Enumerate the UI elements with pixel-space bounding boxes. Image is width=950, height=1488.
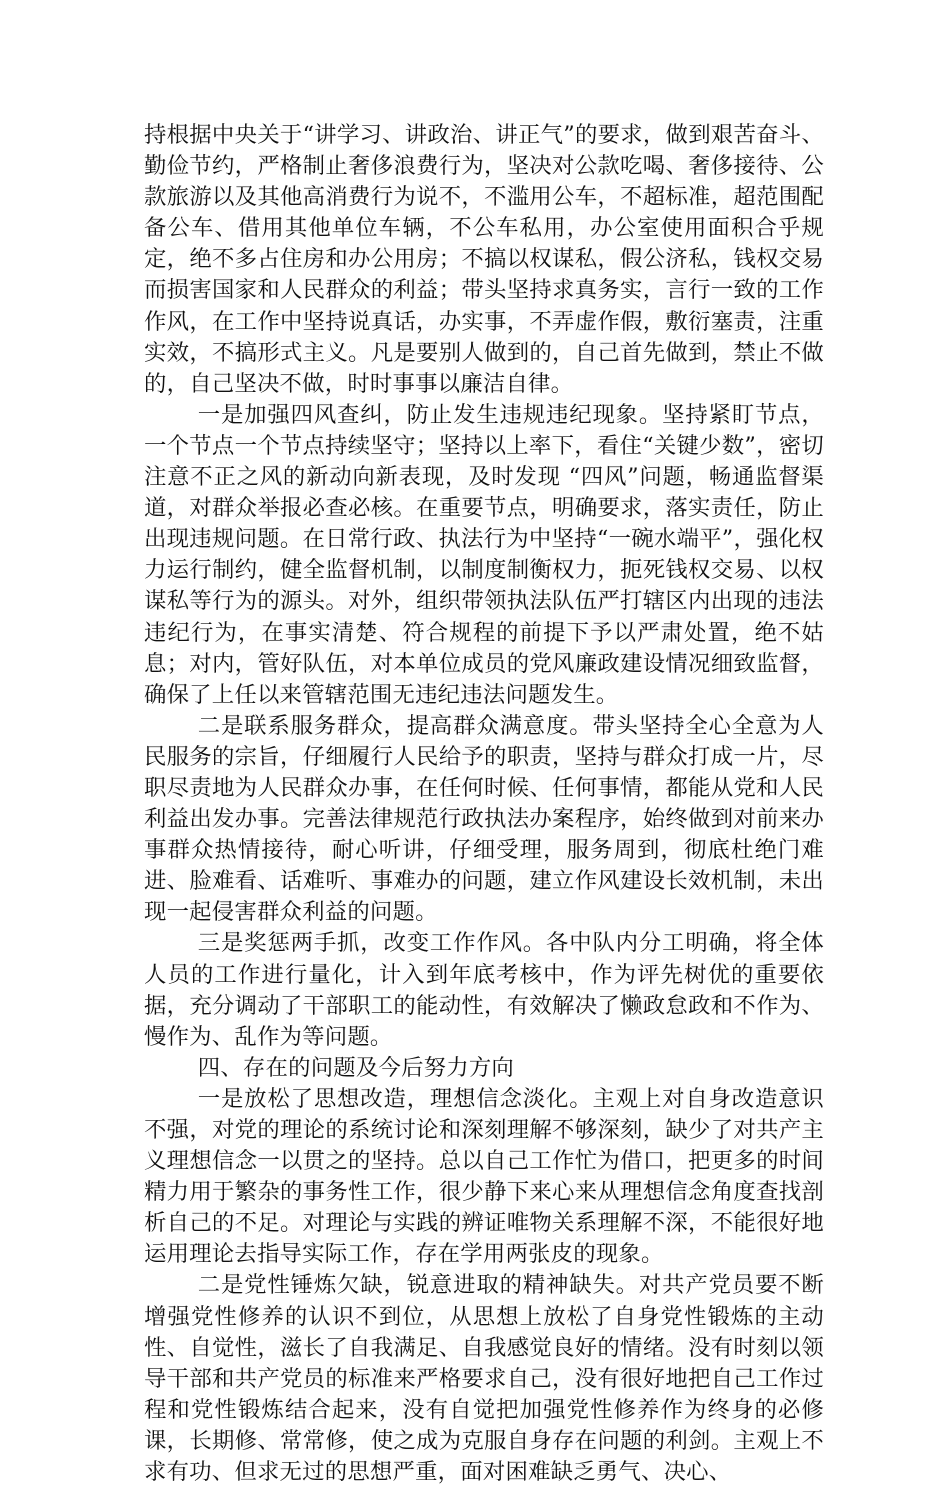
paragraph-four-winds: 一是加强四风查纠，防止发生违规违纪现象。坚持紧盯节点，一个节点一个节点持续坚守；坚持以上率下，看住“关键少数”，密切注意不正之风的新动向新表现，及时发现 “四风”问题，畅通监督渠道，对群众举报必查必核。在重要节点，明确要求，落实责任，防止出现违规问题。在日常行政、执法行为中坚持“一碗水端平”，强化权力运行制约，健全监督机制，以制度制衡权力，扼死钱权交易、以权谋私等行为的源头。对外，组织带领执法队伍严打辖区内出现的违法违纪行为，在事实清楚、符合规程的前提下予以严肃处置，绝不姑息；对内，管好队伍，对本单位成员的党风廉政建设情况细致监督，确保了上任以来管辖范围无违纪违法问题发生。 [144,401,824,708]
paragraph-rewards-penalties: 三是奖惩两手抓，改变工作作风。各中队内分工明确，将全体人员的工作进行量化，计入到年底考核中，作为评先树优的重要依据，充分调动了干部职工的能动性，有效解决了懒政怠政和不作为、慢作为、乱作为等问题。 [144,930,824,1050]
paragraph-continued: 持根据中央关于“讲学习、讲政治、讲正气”的要求，做到艰苦奋斗、勤俭节约，严格制止奢侈浪费行为，坚决对公款吃喝、奢侈接待、公款旅游以及其他高消费行为说不，不滥用公车，不超标准，超范围配备公车、借用其他单位车辆，不公车私用，办公室使用面积合乎规定，绝不多占住房和办公用房；不搞以权谋私，假公济私，钱权交易而损害国家和人民群众的利益；带头坚持求真务实，言行一致的工作作风，在工作中坚持说真话，办实事，不弄虚作假，敷衍塞责，注重实效，不搞形式主义。凡是要别人做到的，自己首先做到，禁止不做的，自己坚决不做，时时事事以廉洁自律。 [144,122,824,397]
paragraph-serve-masses: 二是联系服务群众，提高群众满意度。带头坚持全心全意为人民服务的宗旨，仔细履行人民给予的职责，坚持与群众打成一片，尽职尽责地为人民群众办事，在任何时候、任何事情，都能从党和人民利益出发办事。完善法律规范行政执法办案程序，始终做到对前来办事群众热情接待，耐心听讲，仔细受理，服务周到，彻底杜绝门难进、脸难看、话难听、事难办的问题，建立作风建设长效机制，未出现一起侵害群众利益的问题。 [144,712,824,926]
section-heading-problems: 四、存在的问题及今后努力方向 [197,1054,515,1081]
paragraph-party-spirit: 二是党性锤炼欠缺，锐意进取的精神缺失。对共产党员要不断增强党性修养的认识不到位，从思想上放松了自身党性锻炼的主动性、自觉性，滋长了自我满足、自我感觉良好的情绪。没有时刻以领导干部和共产党员的标准来严格要求自己，没有很好地把自己工作过程和党性锻炼结合起来，没有自觉把加强党性修养作为终身的必修课，长期修、常常修，使之成为克服自身存在问题的利剑。主观上不求有功、但求无过的思想严重，面对困难缺乏勇气、决心、 [144,1272,824,1486]
paragraph-ideological-reform: 一是放松了思想改造，理想信念淡化。主观上对自身改造意识不强，对党的理论的系统讨论和深刻理解不够深刻，缺少了对共产主义理想信念一以贯之的坚持。总以自己工作忙为借口，把更多的时间精力用于繁杂的事务性工作，很少静下来心来从理想信念角度查找剖析自己的不足。对理论与实践的辨证唯物关系理解不深，不能很好地运用理论去指导实际工作，存在学用两张皮的现象。 [144,1085,824,1268]
document-body [144,120,824,1488]
